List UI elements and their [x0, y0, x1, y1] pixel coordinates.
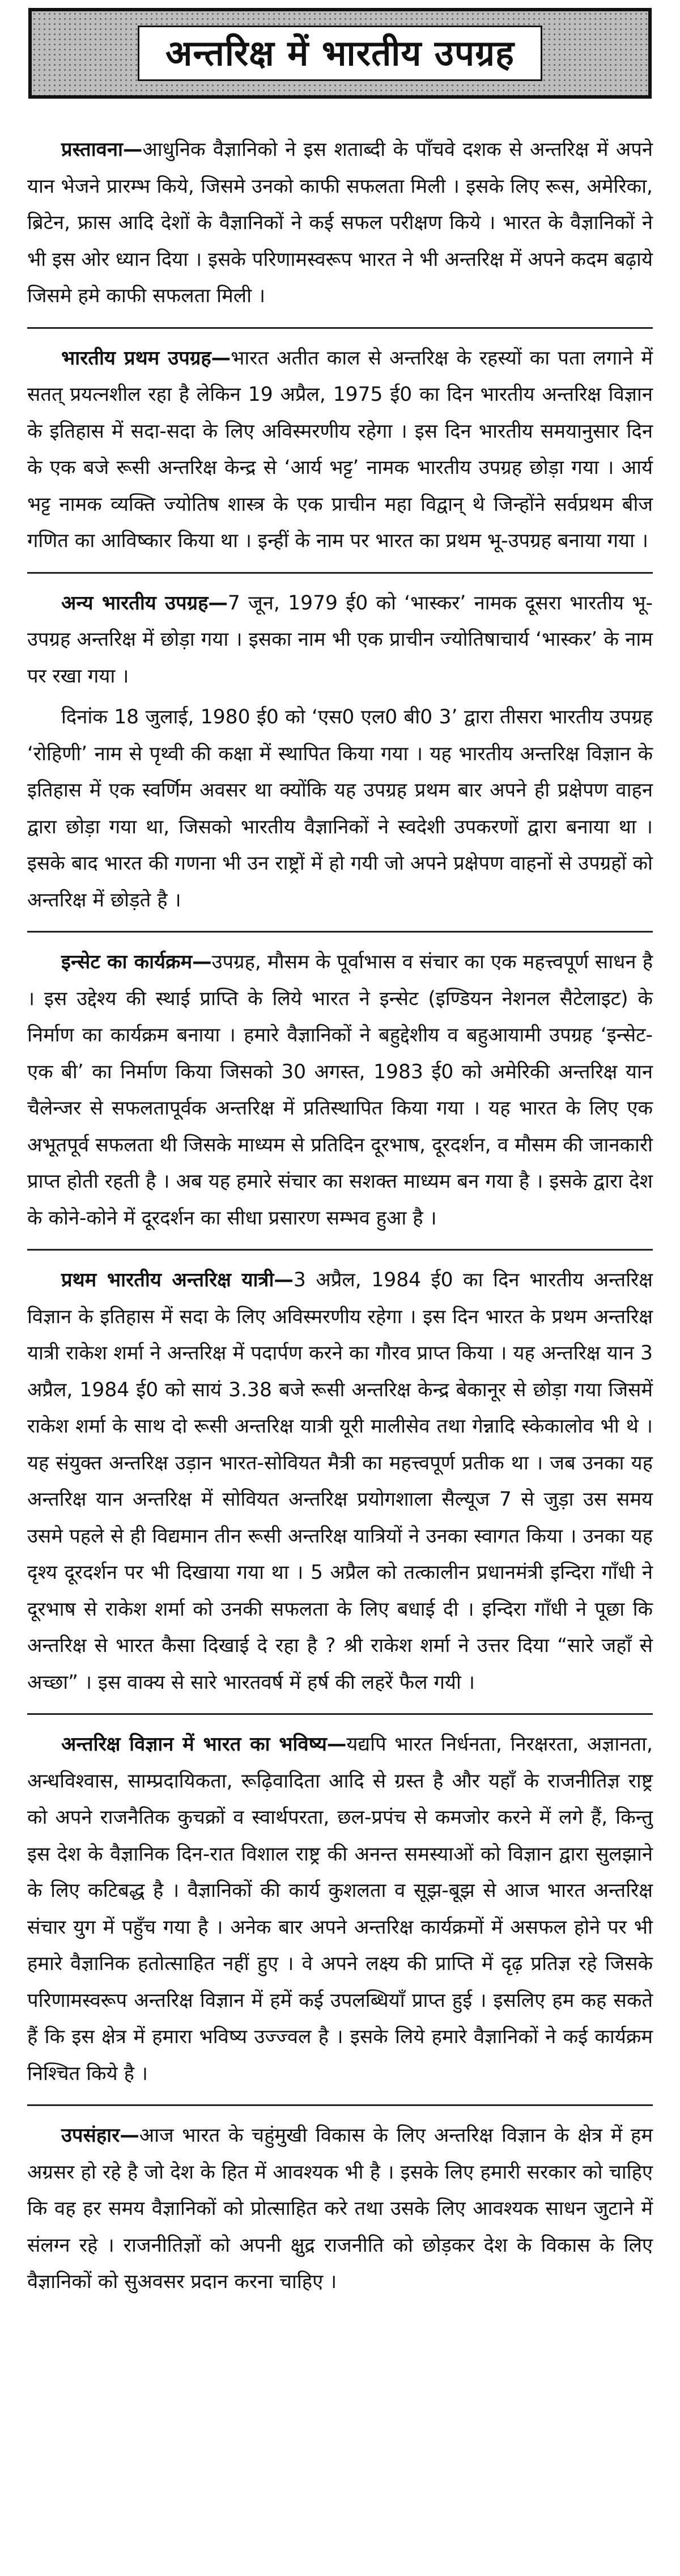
heading-dash: — — [274, 1269, 294, 1291]
paragraph-text: उपग्रह, मौसम के पूर्वाभास व संचार का एक महत्त्वपूर्ण साधन है । इस उद्देश्य की स्थाई प्राप्ति के लिये भारत ने इन्सेट (इण्डियन नेशनल सैटेलाइट) के निर्माण का कार्यक्रम बनाया । हमारे वैज्ञानिकों ने बहुद्देशीय व बहुआयामी उपग्रह ‘इन्सेट-एक बी’ का निर्माण किया जिसको 30 अगस्त, 1983 ई0 को अमेरिकी अन्तरिक्ष यान चैलेन्जर से सफलतापूर्वक अन्तरिक्ष में प्रतिस्थापित किया गया । यह भारत के लिए एक अभूतपूर्व सफलता थी जिसके माध्यम से प्रतिदिन दूरभाष, दूरदर्शन, व मौसम की जानकारी प्राप्त होती रहती है । अब यह हमारे संचार का सशक्त माध्यम बन गया है । इसके द्वारा देश के कोने-कोने में दूरदर्शन का सीधा प्रसारण सम्भव हुआ है । — [27, 951, 653, 1230]
section-heading: प्रस्तावना — [61, 138, 123, 161]
paragraph-text: भारत अतीत काल से अन्तरिक्ष के रहस्यों का पता लगाने में सतत् प्रयत्नशील रहा है लेकिन 19 अप्रैल, 1975 ई0 का दिन भारतीय अन्तरिक्ष विज्ञान के इतिहास में सदा-सदा के लिए अविस्मरणीय रहेगा । इस दिन भारतीय समयानुसार दिन के एक बजे रूसी अन्तरिक्ष केन्द्र से ‘आर्य भट्ट’ नामक भारतीय उपग्रह छोड़ा गया । आर्य भट्ट नामक व्यक्ति ज्योतिष शास्त्र के एक प्राचीन महा विद्वान् थे जिन्होंने सर्वप्रथम बीज गणित का आविष्कार किया था । इन्हीं के नाम पर भारत का प्रथम भू-उपग्रह बनाया गया । — [27, 346, 653, 552]
heading-dash: — — [122, 138, 143, 161]
section-paragraph — [27, 2117, 653, 2300]
paragraph-text: यद्यपि भारत निर्धनता, निरक्षरता, अज्ञानता, अन्धविश्वास, साम्प्रदायिकता, रूढ़िवादिता आदि से ग्रस्त है और यहाँ के राजनीतिज्ञ राष्ट्र को अपने राजनैतिक कुचक्रों व स्वार्थपरता, छल-प्रपंच से कमजोर करने में लगे हैं, किन्तु इस देश के वैज्ञानिक दिन-रात विशाल राष्ट्र की अनन्त समस्याओं को विज्ञान द्वारा सुलझाने के लिए कटिबद्ध है । वैज्ञानिकों की कार्य कुशलता व सूझ-बूझ से आज भारत अन्तरिक्ष संचार युग में पहुँच गया है । अनेक बार अपने अन्तरिक्ष कार्यक्रमों में असफल होने पर भी हमारे वैज्ञानिक हतोत्साहित नहीं हुए । वे अपने लक्ष्य की प्राप्ति में दृढ़ प्रतिज्ञ रहे जिसके परिणामस्वरूप अन्तरिक्ष विज्ञान में हमें कई उपलब्धियाँ प्राप्त हुई । इसलिए हम कह सकते हैं कि इस क्षेत्र में हमारा भविष्य उज्ज्वल है । इसके लिये हमारे वैज्ञानिकों ने कई कार्यक्रम निश्चित किये है । — [27, 1733, 653, 2085]
section-conclusion — [27, 2106, 653, 2313]
essay-body — [27, 120, 653, 2313]
section-paragraph — [27, 585, 653, 695]
section-first-astronaut — [27, 1251, 653, 1715]
paragraph-text: 3 अप्रैल, 1984 ई0 का दिन भारतीय अन्तरिक्ष विज्ञान के इतिहास में सदा के लिए अविस्मरणीय रहेगा । इस दिन भारत के प्रथम अन्तरिक्ष यात्री राकेश शर्मा ने अन्तरिक्ष में पदार्पण करने का गौरव प्राप्त किया । यह अन्तरिक्ष यान 3 अप्रैल, 1984 ई0 को सायं 3.38 बजे रूसी अन्तरिक्ष केन्द्र बेकानूर से छोड़ा गया जिसमें राकेश शर्मा के साथ दो रूसी अन्तरिक्ष यात्री यूरी मालीसेव तथा गेन्नादि स्केकालोव भी थे । यह संयुक्त अन्तरिक्ष उड़ान भारत-सोवियत मैत्री का महत्त्वपूर्ण प्रतीक था । जब उनका यह अन्तरिक्ष यान अन्तरिक्ष में सोवियत अन्तरिक्ष प्रयोगशाला सैल्यूज 7 से जुड़ा उस समय उसमे पहले से ही विद्यमान तीन रूसी अन्तरिक्ष यात्रियों ने उनका स्वागत किया । उनका यह दृश्य दूरदर्शन पर भी दिखाया गया था । 5 अप्रैल को तत्कालीन प्रधानमंत्री इन्दिरा गाँधी ने दूरभाष से राकेश शर्मा को उनकी सफलता के लिए बधाई दी । इन्दिरा गाँधी ने पूछा कि अन्तरिक्ष से भारत कैसा दिखाई दे रहा है ? श्री राकेश शर्मा ने उत्तर दिया “सारे जहाँ से अच्छा” । इस वाक्य से सारे भारतवर्ष में हर्ष की लहरें फैल गयी । — [27, 1269, 653, 1694]
heading-dash: — — [192, 951, 212, 973]
section-paragraph — [27, 1262, 653, 1701]
section-intro — [27, 120, 653, 329]
section-paragraph — [27, 132, 653, 315]
section-paragraph — [27, 944, 653, 1236]
section-heading: उपसंहार — [61, 2124, 120, 2147]
section-heading: अन्तरिक्ष विज्ञान में भारत का भविष्य — [61, 1733, 327, 1756]
title-banner — [28, 8, 652, 99]
section-heading: भारतीय प्रथम उपग्रह — [61, 346, 211, 370]
heading-dash: — — [208, 591, 228, 615]
section-paragraph — [27, 340, 653, 560]
section-paragraph — [27, 1726, 653, 2092]
heading-dash: — — [120, 2124, 139, 2147]
paragraph-text: आधुनिक वैज्ञानिको ने इस शताब्दी के पाँचवे दशक से अन्तरिक्ष में अपने यान भेजने प्रारम्भ किये, जिसमे उनको काफी सफलता मिली । इसके लिए रूस, अमेरिका, ब्रिटेन, फ्रास आदि देशों के वैज्ञानिकों ने कई सफल परीक्षण किये । भारत के वैज्ञानिकों ने भी इस ओर ध्यान दिया । इसके परिणामस्वरूप भारत ने भी अन्तरिक्ष में अपने कदम बढ़ाये जिसमे हमे काफी सफलता मिली । — [27, 138, 653, 307]
section-paragraph — [27, 699, 653, 918]
paragraph-text: 7 जून, 1979 ई0 को ‘भास्कर’ नामक दूसरा भारतीय भू-उपग्रह अन्तरिक्ष में छोड़ा गया । इसका नाम भी एक प्राचीन ज्योतिषाचार्य ‘भास्कर’ के नाम पर रखा गया । — [27, 591, 653, 688]
heading-dash: — — [326, 1733, 347, 1756]
page-title: अन्तरिक्ष में भारतीय उपग्रह — [138, 26, 542, 81]
section-other-satellites — [27, 574, 653, 933]
paragraph-text: दिनांक 18 जुलाई, 1980 ई0 को ‘एस0 एल0 बी0 3’ द्वारा तीसरा भारतीय उपग्रह ‘रोहिणी’ नाम से पृथ्वी की कक्षा में स्थापित किया गया । यह भारतीय अन्तरिक्ष विज्ञान के इतिहास में एक स्वर्णिम अवसर था क्योंकि यह उपग्रह प्रथम बार अपने ही प्रक्षेपण वाहन द्वारा छोड़ा गया था, जिसको भारतीय वैज्ञानिकों ने स्वदेशी उपकरणों द्वारा बनाया था । इसके बाद भारत की गणना भी उन राष्ट्रों में हो गयी जो अपने प्रक्षेपण वाहनों से उपग्रहों को अन्तरिक्ष में छोड़ते है । — [27, 706, 653, 912]
section-heading: अन्य भारतीय उपग्रह — [61, 591, 209, 615]
section-future — [27, 1715, 653, 2106]
section-first-satellite — [27, 329, 653, 574]
paragraph-text: आज भारत के चहुंमुखी विकास के लिए अन्तरिक्ष विज्ञान के क्षेत्र में हम अग्रसर हो रहे है जो देश के हित में आवश्यक भी है । इसके लिए हमारी सरकार को चाहिए कि वह हर समय वैज्ञानिकों को प्रोत्साहित करे तथा उसके लिए आवश्यक साधन जुटाने में संलग्न रहे । राजनीतिज्ञों को अपनी क्षुद्र राजनीति को छोड़कर देश के विकास के लिए वैज्ञानिकों को सुअवसर प्रदान करना चाहिए । — [27, 2124, 653, 2293]
section-insat — [27, 933, 653, 1251]
section-heading: इन्सेट का कार्यक्रम — [61, 951, 193, 973]
section-heading: प्रथम भारतीय अन्तरिक्ष यात्री — [61, 1269, 274, 1291]
heading-dash: — — [211, 346, 231, 370]
